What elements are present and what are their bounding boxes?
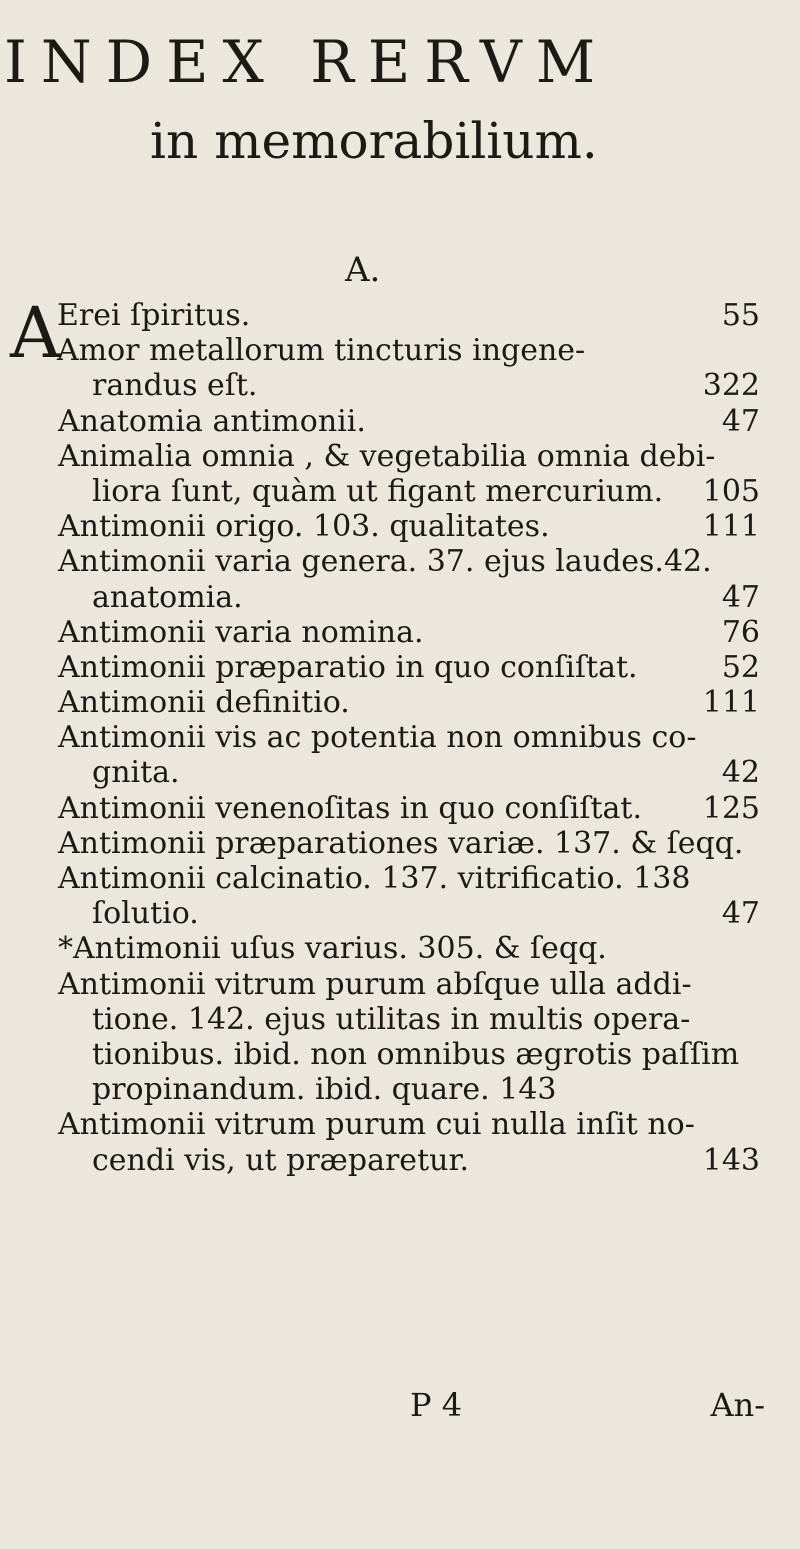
entry-page-number: 125: [702, 790, 760, 826]
entry-page-number: 42: [721, 755, 760, 791]
index-entry: [0, 544, 800, 579]
entry-text: Antimonii varia genera. 37. ejus laudes.42.: [58, 544, 712, 580]
entry-text: ſolutio.: [92, 896, 199, 932]
index-entry: [0, 1143, 800, 1178]
entry-text: tione. 142. ejus utilitas in multis opera-: [92, 1001, 691, 1037]
index-entry: [0, 685, 800, 720]
index-entry: [0, 509, 800, 544]
index-entry: [0, 368, 800, 403]
index-entry: [0, 439, 800, 474]
entry-list: [0, 292, 800, 1178]
index-entry: [0, 404, 800, 439]
catchword: An-: [710, 1386, 765, 1424]
entry-text: Antimonii calcinatio. 137. vitrificatio. 138: [58, 861, 691, 896]
entry-text: Antimonii vitrum purum cui nulla inſit no-: [58, 1107, 695, 1143]
page-footer: [0, 1386, 800, 1426]
index-entry: [0, 474, 800, 509]
entry-page-number: 47: [721, 403, 760, 439]
entry-text: anatomia.: [92, 579, 243, 615]
entry-text: tionibus. ibid. non omnibus ægrotis paſſim: [92, 1036, 740, 1072]
entry-page-number: 105: [702, 473, 760, 509]
entry-text: propinandum. ibid. quare. 143: [92, 1072, 557, 1108]
entry-page-number: 47: [721, 579, 760, 615]
index-entry: [0, 791, 800, 826]
entry-text: Antimonii definitio.: [58, 685, 350, 721]
index-entry: [0, 1002, 800, 1037]
index-entry: [0, 1072, 800, 1107]
entry-text: randus eſt.: [92, 368, 258, 404]
entry-text: Antimonii vis ac potentia non omnibus co-: [58, 720, 697, 756]
drop-capital: A: [10, 292, 61, 374]
index-entries: [0, 292, 800, 1178]
entry-page-number: 52: [721, 649, 760, 685]
entry-text: Antimonii varia nomina.: [58, 614, 424, 650]
entry-text: Anatomia antimonii.: [58, 403, 366, 439]
entry-page-number: 55: [721, 298, 760, 333]
page-title: INDEX RERVM: [4, 28, 610, 96]
entry-page-number: 111: [702, 509, 760, 545]
index-entry: [0, 896, 800, 931]
section-letter: A.: [345, 250, 381, 290]
index-entry: [0, 333, 800, 368]
entry-text: Amor metallorum tincturis ingene-: [57, 333, 586, 369]
entry-text: cendi vis, ut præparetur.: [92, 1142, 470, 1178]
index-entry: [0, 615, 800, 650]
index-entry: [0, 861, 800, 896]
signature-mark: P 4: [410, 1386, 463, 1424]
index-entry: [0, 720, 800, 755]
entry-page-number: 111: [702, 685, 760, 721]
index-entry: [0, 931, 800, 966]
entry-page-number: 143: [702, 1142, 760, 1178]
index-entry: [0, 298, 800, 333]
entry-text: Antimonii præparatio in quo conſiſtat.: [58, 649, 638, 685]
index-entry: [0, 1107, 800, 1142]
index-entry: [0, 1037, 800, 1072]
entry-text: Antimonii venenoſitas in quo conſiſtat.: [58, 790, 643, 826]
entry-text: gnita.: [92, 755, 180, 791]
entry-text: liora ſunt, quàm ut figant mercurium.: [92, 473, 664, 509]
entry-text: Erei ſpiritus.: [57, 298, 251, 333]
entry-text: Animalia omnia , & vegetabilia omnia debi-: [58, 438, 716, 474]
entry-page-number: 76: [721, 614, 760, 650]
index-entry: [0, 650, 800, 685]
entry-text: Antimonii præparationes variæ. 137. & ſeqq.: [58, 825, 744, 861]
index-entry: [0, 580, 800, 615]
index-entry: [0, 967, 800, 1002]
entry-page-number: 322: [702, 368, 760, 404]
entry-page-number: 47: [721, 896, 760, 932]
entry-text: Antimonii vitrum purum abſque ulla addi-: [58, 966, 692, 1002]
entry-text: Antimonii origo. 103. qualitates.: [58, 509, 550, 545]
entry-text: *Antimonii uſus varius. 305. & ſeqq.: [58, 931, 607, 967]
page-subtitle: in memorabilium.: [150, 112, 598, 170]
index-entry: [0, 755, 800, 790]
index-entry: [0, 826, 800, 861]
